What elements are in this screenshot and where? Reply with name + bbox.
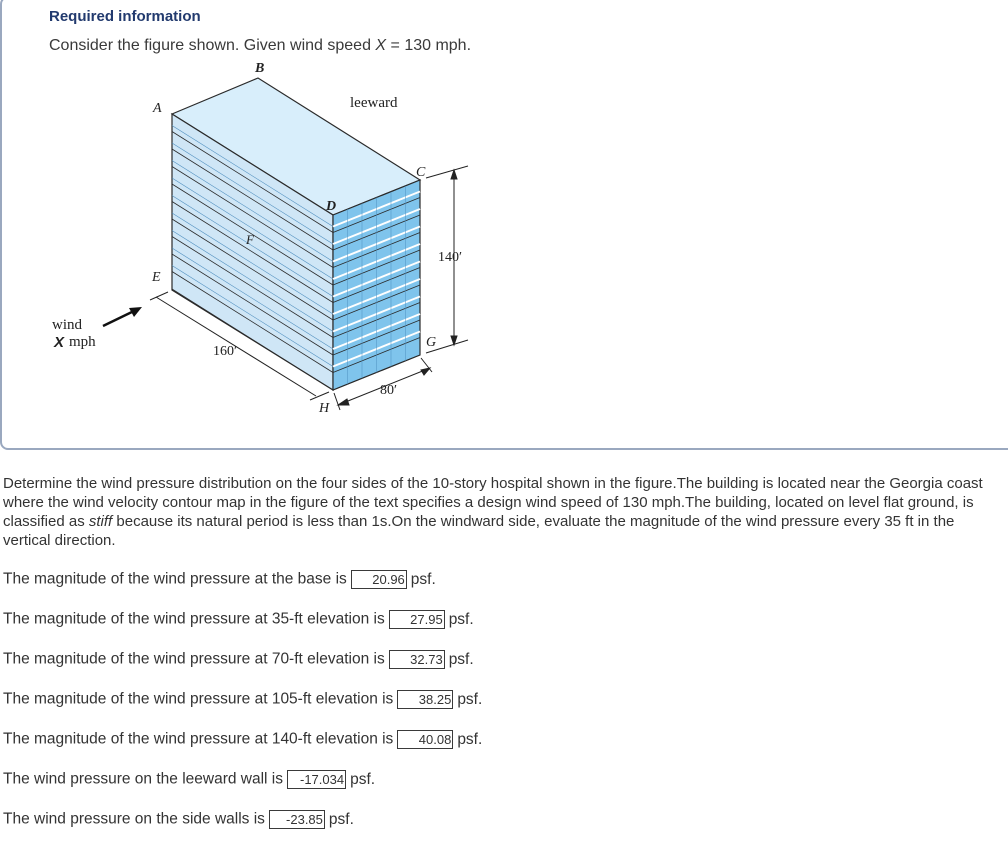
consider-suffix: = 130 mph. — [386, 37, 472, 54]
answer-input-35ft[interactable]: 27.95 — [389, 610, 445, 629]
label-leeward: leeward — [350, 95, 398, 111]
answer-label: The magnitude of the wind pressure at the base is — [3, 570, 347, 588]
answer-row-140ft — [3, 730, 482, 752]
answer-unit: psf. — [410, 570, 436, 588]
label-A: A — [153, 101, 162, 116]
answer-unit: psf. — [328, 810, 354, 828]
label-E: E — [152, 270, 161, 285]
answer-input-105ft[interactable]: 38.25 — [397, 690, 453, 709]
answer-unit: psf. — [457, 730, 483, 748]
answer-unit: psf. — [448, 610, 474, 628]
answer-label: The magnitude of the wind pressure at 70-ft elevation is — [3, 650, 385, 668]
answer-input-leeward[interactable]: -17.034 — [287, 770, 346, 789]
answer-row-35ft — [3, 610, 474, 632]
label-H: H — [319, 401, 330, 416]
problem-statement — [3, 474, 1003, 550]
label-G: G — [426, 335, 437, 350]
answer-input-70ft[interactable]: 32.73 — [389, 650, 445, 669]
label-D: D — [326, 199, 337, 214]
wind-arrow — [103, 307, 142, 326]
answer-input-side-walls[interactable]: -23.85 — [269, 810, 325, 829]
answer-unit: psf. — [350, 770, 376, 788]
problem-text-part2: because its natural period is less than 1s.On the windward side, evaluate the magnitude of the wind pressure every 35 ft in the vertical direction. — [3, 513, 955, 549]
answer-row-leeward — [3, 770, 375, 792]
consider-variable: X — [375, 37, 387, 54]
answer-row-base — [3, 570, 436, 592]
answer-input-base[interactable]: 20.96 — [351, 570, 407, 589]
problem-text-part1: Determine the wind pressure distribution on the four sides of the 10-story hospital shown in the figure.The building is located near the Georgia coast where the wind velocity contour map in the figure of the text specifies a design wind speed of 130 mph.The building, located on level flat ground, is classified as — [3, 475, 983, 530]
answer-unit: psf. — [448, 650, 474, 668]
label-wind-variable: X — [54, 334, 65, 351]
label-C: C — [416, 165, 426, 180]
answer-row-side-walls — [3, 810, 354, 832]
label-width-80: 80′ — [380, 383, 398, 398]
label-length-160: 160′ — [213, 344, 238, 359]
problem-stiff-term: stiff — [88, 513, 113, 530]
answer-label: The magnitude of the wind pressure at 105-ft elevation is — [3, 690, 394, 708]
label-wind: wind — [52, 317, 82, 333]
answer-row-70ft — [3, 650, 474, 672]
required-info-title: Required information — [49, 8, 201, 25]
label-B: B — [255, 61, 265, 76]
answer-row-105ft — [3, 690, 482, 712]
answer-unit: psf. — [457, 690, 483, 708]
label-wind-unit: mph — [69, 334, 96, 350]
answer-label: The magnitude of the wind pressure at 140-ft elevation is — [3, 730, 394, 748]
consider-prefix: Consider the figure shown. Given wind speed — [49, 37, 376, 54]
label-F: F — [246, 232, 254, 247]
building-figure — [40, 52, 500, 432]
answer-label: The magnitude of the wind pressure at 35-ft elevation is — [3, 610, 385, 628]
label-height-140: 140′ — [438, 250, 463, 265]
answer-input-140ft[interactable]: 40.08 — [397, 730, 453, 749]
answer-label: The wind pressure on the side walls is — [3, 810, 265, 828]
answer-label: The wind pressure on the leeward wall is — [3, 770, 283, 788]
